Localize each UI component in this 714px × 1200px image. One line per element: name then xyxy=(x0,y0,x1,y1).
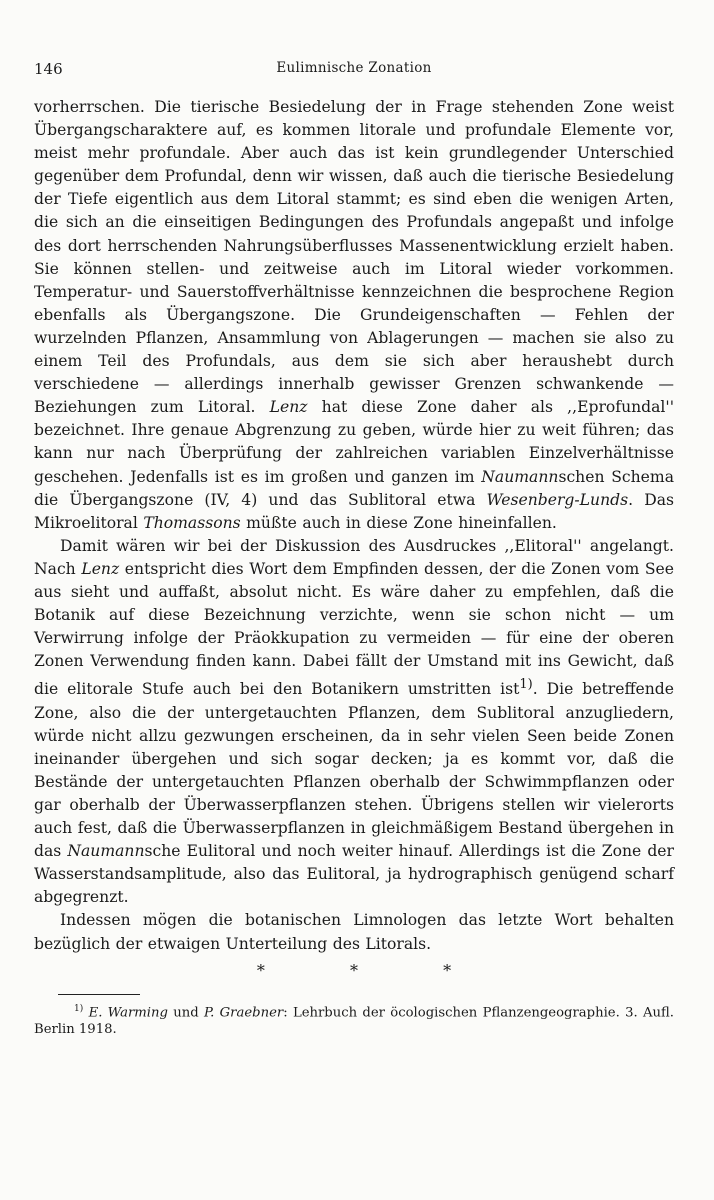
paragraph-2: Damit wären wir bei der Diskussion des Ausdruckes ,,Elitoral'' angelangt. Nach Lenz entspricht dies Wort dem Empfinden dessen, der die Zonen vom See aus sieht und auffaßt, absolut nicht. Es wäre daher zu empfehlen, daß die Botanik auf diese Bezeichnung verzichte, wenn sie schon nicht — um Verwirrung infolge der Präokkupation zu vermeiden — für eine der oberen Zonen Verwendung finden kann. Dabei fällt der Umstand mit ins Gewicht, daß die elitorale Stufe auch bei den Botanikern umstritten ist$^{1)}$. Die betreffende Zone, also die der untergetauchten Pflanzen, dem Sublitoral anzugliedern, würde nicht allzu gezwungen erscheinen, da in sehr vielen Seen beide Zonen ineinander übergehen und sich sogar decken; ja es kommt vor, daß die Bestände der untergetauchten Pflanzen oberhalb der Schwimmpflanzen oder gar oberhalb der Überwasserpflanzen stehen. Übrigens stellen wir vielerorts auch fest, daß die Überwasserpflanzen in gleichmäßigem Bestand übergehen in das Naumannsche Eulitoral und noch weiter hinauf. Allerdings ist die Zone der Wasserstandsamplitude, also das Eulitoral, ja hydrographisch genügend scharf abgegrenzt. xyxy=(34,536,675,907)
author-name: Lenz xyxy=(81,559,120,578)
author-name: Naumann xyxy=(481,467,559,486)
footnote-rule xyxy=(58,994,140,995)
author-name: Lenz xyxy=(269,398,308,417)
author-name: P. Graebner xyxy=(203,1005,284,1021)
body-text xyxy=(34,96,674,956)
page-number: 146 xyxy=(34,60,63,78)
page-header xyxy=(34,60,674,88)
paragraph-3: Indessen mögen die botanischen Limnologen das letzte Wort behalten bezüglich der etwaigen Unterteilung des Litorals. xyxy=(34,911,674,953)
author-name: Wesenberg-Lunds xyxy=(486,490,629,509)
footnote: $^{1)}$ E. Warming und P. Graebner: Lehrbuch der öcologischen Pflanzengeographie. 3. Aufl. Berlin 1918. xyxy=(34,1003,674,1038)
author-name: Naumann xyxy=(67,842,145,861)
section-separator: * * * xyxy=(256,960,492,980)
author-name: Thomassons xyxy=(143,513,241,532)
paragraph-1: vorherrschen. Die tierische Besiedelung der in Frage stehenden Zone weist Übergangscharaktere auf, es kommen litorale und profundale Elemente vor, meist mehr profundale. Aber auch das ist kein grundlegender Unterschied gegenüber dem Profundal, denn wir wissen, daß auch die tierische Besiedelung der Tiefe eigentlich aus dem Litoral stammt; es sind eben die wenigen Arten, die sich an die einseitigen Bedingungen des Profundals angepaßt und infolge des dort herrschenden Nahrungsüberflusses Massenentwicklung erzielt haben. Sie können stellen- und zeitweise auch im Litoral wieder vorkommen. Temperatur- und Sauerstoffverhältnisse kennzeichnen die besprochene Region ebenfalls als Übergangszone. Die Grundeigenschaften — Fehlen der wurzelnden Pflanzen, Ansammlung von Ablagerungen — machen sie also zu einem Teil des Profundals, aus dem sie sich aber heraushebt durch verschiedene — allerdings innerhalb gewisser Grenzen schwankende — Beziehungen zum Litoral. Lenz hat diese Zone daher als ,,Eprofundal'' bezeichnet. Ihre genaue Abgrenzung zu geben, würde hier zu weit führen; das kann nur nach Überprüfung der zahlreichen variablen Einzelverhältnisse geschehen. Jedenfalls ist es im großen und ganzen im Naumannschen Schema die Übergangszone (IV, 4) und das Sublitoral etwa Wesenberg-Lunds. Das Mikroelitoral Thomassons müßte auch in diese Zone hineinfallen. xyxy=(34,98,674,532)
running-title: Eulimnische Zonation xyxy=(276,60,432,76)
author-name: E. Warming xyxy=(88,1005,168,1021)
footnote-mark: 1) xyxy=(74,1003,84,1014)
footnote-ref: 1) xyxy=(519,677,533,693)
